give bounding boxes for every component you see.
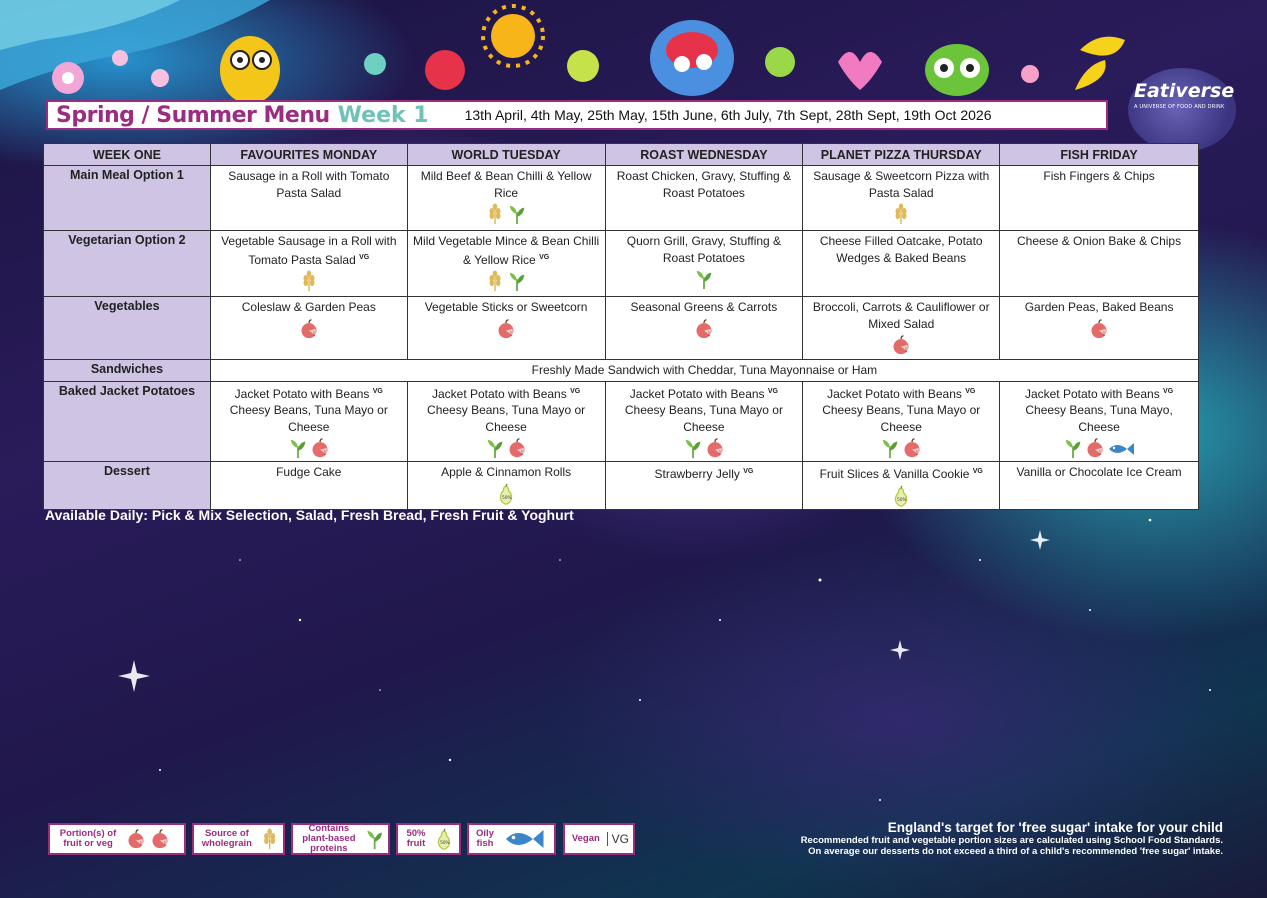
fruit-veg-icon (1085, 437, 1105, 459)
oily-fish-icon (1107, 441, 1135, 457)
menu-cell: Fruit Slices & Vanilla Cookie $^{VG}$ (803, 462, 1000, 510)
wholegrain-icon (299, 270, 319, 292)
vegan-mark: VG (570, 387, 581, 395)
fruit-veg-icon (891, 334, 911, 356)
day-header-thursday: PLANET PIZZA THURSDAY (803, 144, 1000, 166)
butterfly-icon (838, 52, 882, 90)
alien-icon (925, 44, 989, 96)
menu-cell: Freshly Made Sandwich with Cheddar, Tuna Mayonnaise or Ham (210, 360, 1198, 382)
menu-week: Week 1 (337, 102, 429, 128)
menu-cell: Broccoli, Carrots & Cauliflower or Mixed Salad (803, 297, 1000, 360)
table-row-dessert (44, 462, 1199, 510)
plant-protein-icon (365, 828, 384, 850)
row-label-main-meal: Main Meal Option 1 (44, 166, 211, 231)
menu-cell: Quorn Grill, Gravy, Stuffing & Roast Potatoes (605, 231, 803, 297)
fruit-veg-icon (507, 437, 527, 459)
menu-cell: Vegetable Sausage in a Roll with Tomato Pasta Salad $^{VG}$ (210, 231, 407, 297)
menu-dates: 13th April, 4th May, 25th May, 15th June, 6th July, 7th Sept, 28th Sept, 19th Oct 2026 (464, 107, 992, 123)
menu-cell: Cheese & Onion Bake & Chips (1000, 231, 1199, 297)
vegan-mark: VG (372, 387, 383, 395)
menu-cell: Sausage & Sweetcorn Pizza with Pasta Salad (803, 166, 1000, 231)
menu-cell: Jacket Potato with Beans $^{VG}$ Cheesy Beans, Tuna Mayo or Cheese (803, 381, 1000, 462)
legend-wholegrain: Source of wholegrain (192, 823, 285, 855)
logo-tagline: A UNIVERSE OF FOOD AND DRINK (1134, 104, 1225, 110)
fruit-veg-icon (150, 828, 170, 850)
header-decoration (0, 0, 1267, 100)
menu-cell: Sausage in a Roll with Tomato Pasta Salad (210, 166, 407, 231)
menu-cell: Coleslaw & Garden Peas (210, 297, 407, 360)
menu-title: Spring / Summer Menu (56, 102, 330, 128)
menu-cell: Jacket Potato with Beans $^{VG}$ Cheesy Beans, Tuna Mayo or Cheese (210, 381, 407, 462)
menu-cell: Roast Chicken, Gravy, Stuffing & Roast Potatoes (605, 166, 803, 231)
menu-cell: Garden Peas, Baked Beans (1000, 297, 1199, 360)
vegan-mark: VG (743, 468, 754, 475)
table-row-sandwiches (44, 360, 1199, 382)
menu-table (43, 143, 1199, 510)
plant-protein-icon (288, 437, 308, 459)
row-label-dessert: Dessert (44, 462, 211, 510)
menu-title-bar (46, 100, 1108, 130)
plant-protein-icon (694, 268, 714, 290)
menu-cell: Apple & Cinnamon Rolls (407, 462, 605, 510)
wholegrain-icon (485, 270, 505, 292)
menu-cell: Jacket Potato with Beans $^{VG}$ Cheesy Beans, Tuna Mayo or Cheese (605, 381, 803, 462)
fruit-veg-icon (310, 437, 330, 459)
day-header-wednesday: ROAST WEDNESDAY (605, 144, 803, 166)
menu-cell: Mild Vegetable Mince & Bean Chilli & Yellow Rice $^{VG}$ (407, 231, 605, 297)
monster-icon (220, 36, 280, 100)
sugar-info-footer: England's target for 'free sugar' intake for your child Recommended fruit and vegetable portion sizes are calculated using School Food Standards. On average our desserts do not exceed a third of a child's recommended 'free sugar' intake. (800, 820, 1223, 857)
plant-protein-icon (880, 437, 900, 459)
legend-fruit-veg: Portion(s) of fruit or veg (48, 823, 186, 855)
plant-protein-icon (683, 437, 703, 459)
flower-icon (567, 50, 599, 82)
vegan-mark: VG (607, 832, 629, 846)
table-corner-header: WEEK ONE (44, 144, 211, 166)
flower-icon (1021, 65, 1039, 83)
flower-icon (765, 47, 795, 77)
plant-protein-icon (1063, 437, 1083, 459)
sun-icon (483, 6, 543, 66)
vegan-mark: VG (767, 387, 779, 395)
fruit-veg-icon (1089, 318, 1109, 340)
wholegrain-icon (485, 203, 505, 225)
monster-icon (650, 20, 734, 96)
wholegrain-icon (891, 203, 911, 225)
row-label-jacket-potatoes: Baked Jacket Potatoes (44, 381, 211, 462)
plant-protein-icon (485, 437, 505, 459)
menu-cell: Jacket Potato with Beans $^{VG}$ Cheesy Beans, Tuna Mayo, Cheese (1000, 381, 1199, 462)
fruit-veg-icon (694, 318, 714, 340)
menu-cell: Strawberry Jelly $^{VG}$ (605, 462, 803, 510)
row-label-vegetables: Vegetables (44, 297, 211, 360)
menu-cell: Vegetable Sticks or Sweetcorn (407, 297, 605, 360)
vegan-mark: VG (965, 387, 976, 395)
oily-fish-icon (501, 827, 547, 851)
fifty-fruit-icon (496, 483, 516, 505)
fruit-veg-icon (496, 318, 516, 340)
fifty-fruit-icon (891, 485, 911, 507)
menu-cell: Seasonal Greens & Carrots (605, 297, 803, 360)
vegan-mark: VG (359, 253, 370, 261)
fruit-veg-icon (126, 828, 146, 850)
table-row-vegetables (44, 297, 1199, 360)
legend-oily-fish: Oily fish (467, 823, 556, 855)
wholegrain-icon (260, 828, 279, 850)
menu-cell: Jacket Potato with Beans $^{VG}$ Cheesy Beans, Tuna Mayo or Cheese (407, 381, 605, 462)
menu-cell: Vanilla or Chocolate Ice Cream (1000, 462, 1199, 510)
legend-vegan: Vegan VG (563, 823, 635, 855)
fruit-veg-icon (299, 318, 319, 340)
table-row-main-meal (44, 166, 1199, 231)
legend-fifty-fruit: 50% fruit (396, 823, 461, 855)
logo-name: Eativerse (1134, 80, 1235, 102)
fruit-veg-icon (902, 437, 922, 459)
menu-cell: Cheese Filled Oatcake, Potato Wedges & Baked Beans (803, 231, 1000, 297)
flower-icon (425, 50, 465, 90)
available-daily-text: Available Daily: Pick & Mix Selection, Salad, Fresh Bread, Fresh Fruit & Yoghurt (45, 507, 574, 523)
row-label-vegetarian: Vegetarian Option 2 (44, 231, 211, 297)
table-row-jacket-potatoes (44, 381, 1199, 462)
menu-cell: Mild Beef & Bean Chilli & Yellow Rice (407, 166, 605, 231)
day-header-tuesday: WORLD TUESDAY (407, 144, 605, 166)
fruit-veg-icon (705, 437, 725, 459)
vegan-mark: VG (539, 253, 550, 261)
vegan-mark: VG (972, 468, 983, 475)
table-row-vegetarian (44, 231, 1199, 297)
plant-protein-icon (507, 270, 527, 292)
flower-icon (1080, 37, 1125, 56)
menu-cell: Fish Fingers & Chips (1000, 166, 1199, 231)
plant-protein-icon (507, 203, 527, 225)
menu-cell: Fudge Cake (210, 462, 407, 510)
row-label-sandwiches: Sandwiches (44, 360, 211, 382)
flower-icon (364, 53, 386, 75)
pear-icon (434, 828, 454, 850)
eativerse-logo (1128, 68, 1236, 152)
day-header-monday: FAVOURITES MONDAY (210, 144, 407, 166)
vegan-mark: VG (1163, 387, 1174, 395)
legend-plant-protein: Contains plant-based proteins (291, 823, 390, 855)
day-header-friday: FISH FRIDAY (1000, 144, 1199, 166)
